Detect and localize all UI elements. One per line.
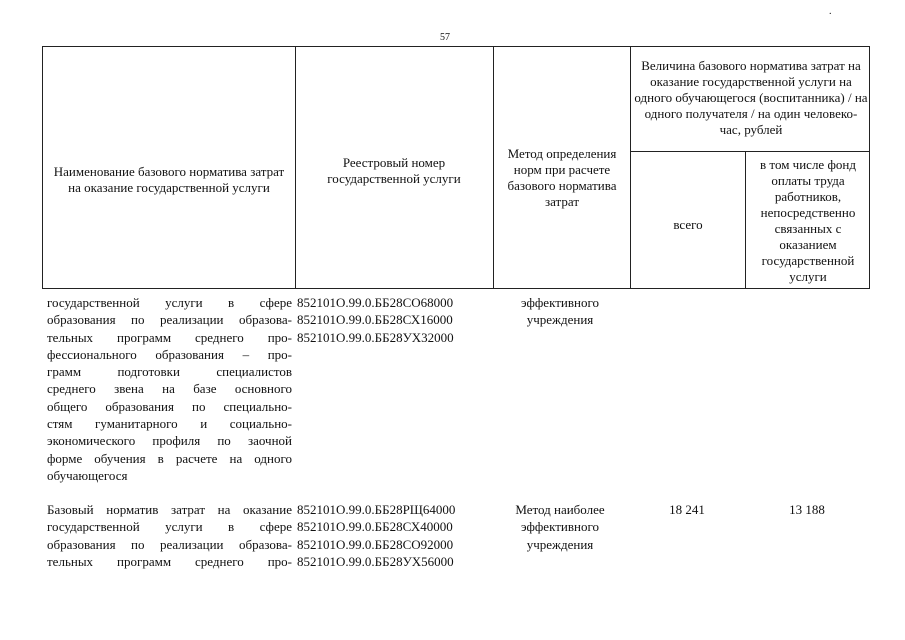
text-line: стям гуманитарного и социально- — [47, 416, 292, 432]
text-line: тельных программ среднего про- — [47, 553, 292, 569]
registry-code: 852101О.99.0.ББ28СО68000 — [297, 295, 454, 310]
table-header — [42, 46, 870, 289]
header-method: Метод определения норм при расчете базового норматива затрат — [507, 145, 617, 209]
row-2-method — [494, 501, 626, 553]
text-line: образования по реализации образова- — [47, 536, 292, 552]
column-divider — [493, 47, 494, 288]
registry-code: 852101О.99.0.ББ28СХ40000 — [297, 519, 453, 535]
text-line: обучающегося — [47, 467, 128, 483]
text-line: Метод наиболее — [515, 502, 605, 517]
header-norm-value: Величина базового норматива затрат на оказание государственной услуги на одного обучающегося (воспитанника) / на одного получателя / на один человеко-час, рублей — [634, 58, 868, 137]
text-line: государственной услуги в сфере — [47, 295, 292, 310]
header-payroll: в том числе фонд оплаты труда работников, непосредственно связанных с оказанием государственной услуги — [760, 156, 856, 284]
text-line: общего образования по специально- — [47, 398, 292, 414]
column-divider — [745, 151, 746, 288]
registry-code: 852101О.99.0.ББ28СХ16000 — [297, 312, 453, 328]
header-name-column: Наименование базового норматива затрат на оказание государственной услуги — [53, 163, 285, 195]
column-divider — [630, 47, 631, 288]
row-2-total: 18 241 — [669, 502, 705, 517]
registry-code: 852101О.99.0.ББ28УХ32000 — [297, 329, 454, 345]
row-2-name — [47, 501, 292, 570]
corner-mark: . — [829, 6, 832, 17]
text-line: экономического профиля по заочной — [47, 433, 292, 449]
row-2-payroll: 13 188 — [789, 502, 825, 517]
text-line: тельных программ среднего про- — [47, 329, 292, 345]
page-number: 57 — [440, 32, 450, 43]
text-line: Базовый норматив затрат на оказание — [47, 502, 292, 517]
text-line: государственной услуги в сфере — [47, 519, 292, 535]
text-line: учреждения — [526, 312, 594, 328]
row-2-codes — [297, 501, 487, 570]
text-line: грамм подготовки специалистов — [47, 364, 292, 380]
row-1-name — [47, 294, 292, 484]
registry-code: 852101О.99.0.ББ28РЩ64000 — [297, 502, 456, 517]
header-registry-number: Реестровый номер государственной услуги — [327, 154, 461, 186]
row-1-method — [494, 294, 626, 329]
registry-code: 852101О.99.0.ББ28СО92000 — [297, 536, 454, 552]
column-divider — [295, 47, 296, 288]
text-line: эффективного — [521, 519, 599, 535]
row-1-codes — [297, 294, 487, 346]
header-total: всего — [673, 216, 703, 232]
registry-code: 852101О.99.0.ББ28УХ56000 — [297, 553, 454, 569]
text-line: фессионального образования – про- — [47, 346, 292, 362]
text-line: образования по реализации образова- — [47, 312, 292, 328]
text-line: форме обучения в расчете на одного — [47, 450, 292, 466]
text-line: учреждения — [526, 536, 594, 552]
text-line: среднего звена на базе основного — [47, 381, 292, 397]
text-line: эффективного — [521, 295, 599, 310]
